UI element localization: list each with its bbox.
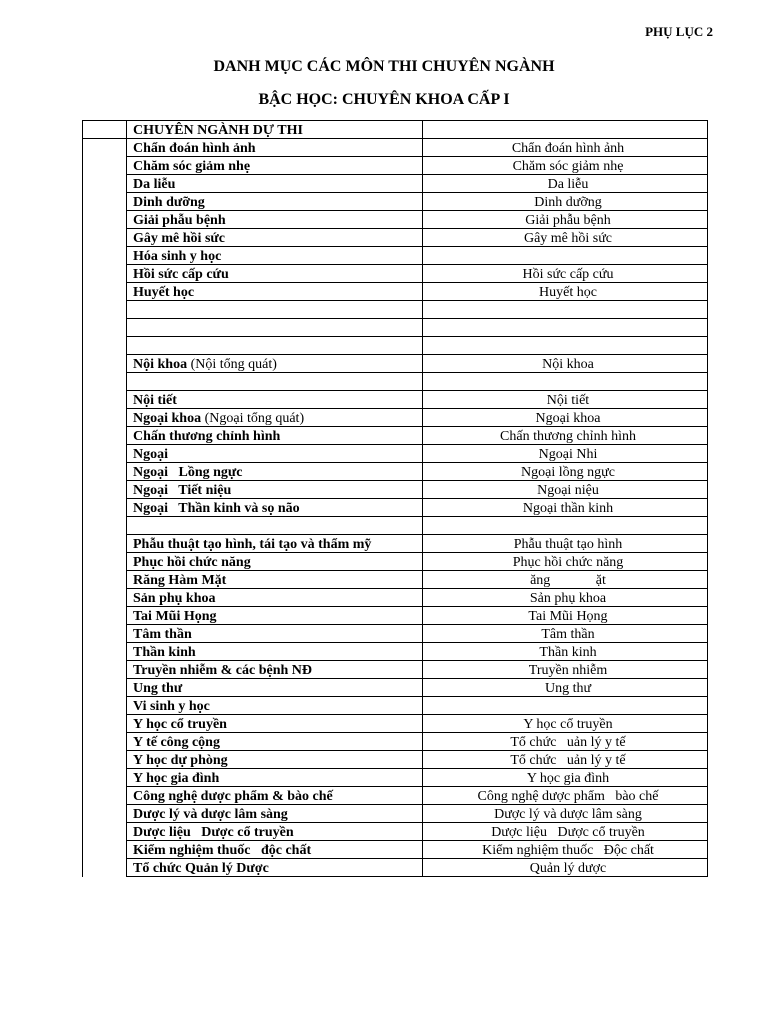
- index-cell: [83, 571, 127, 589]
- table-row: [83, 463, 708, 481]
- index-cell: [83, 607, 127, 625]
- table-row: [83, 265, 708, 283]
- specialty-cell: [127, 373, 423, 391]
- specialty-cell: [127, 193, 423, 211]
- specialty-cell: [127, 355, 423, 373]
- exam-subject-cell: Giải phẫu bệnh: [423, 211, 708, 229]
- specialty-name: Răng Hàm Mặt: [133, 573, 227, 588]
- table-row: [83, 175, 708, 193]
- specialty-name: Tai Mũi Họng: [133, 609, 217, 624]
- specialty-cell: [127, 517, 423, 535]
- table-row: [83, 643, 708, 661]
- index-cell: [83, 499, 127, 517]
- exam-subject-cell: Tâm thần: [423, 625, 708, 643]
- specialty-cell: [127, 229, 423, 247]
- table-row: [83, 805, 708, 823]
- specialty-cell: [127, 643, 423, 661]
- index-cell: [83, 319, 127, 337]
- index-cell: [83, 337, 127, 355]
- exam-subject-cell: Ngoại Nhi: [423, 445, 708, 463]
- specialty-name: Tâm thần: [133, 627, 192, 642]
- specialty-name: Ung thư: [133, 681, 183, 696]
- specialty-name: Dinh dưỡng: [133, 195, 205, 210]
- header-exam: [423, 121, 708, 139]
- table-row: [83, 589, 708, 607]
- specialty-cell: [127, 625, 423, 643]
- specialty-name: Ngoại Thần kinh và sọ não: [133, 501, 300, 516]
- specialty-cell: [127, 751, 423, 769]
- index-cell: [83, 175, 127, 193]
- specialty-name: Truyền nhiễm & các bệnh NĐ: [133, 663, 313, 678]
- exam-subject-cell: Chẩn đoán hình ảnh: [423, 139, 708, 157]
- index-cell: [83, 157, 127, 175]
- exam-subject-cell: [423, 697, 708, 715]
- specialty-cell: [127, 859, 423, 877]
- specialty-name: Gây mê hồi sức: [133, 231, 226, 246]
- table-row: [83, 337, 708, 355]
- exam-subject-cell: Công nghệ dược phẩm bào chế: [423, 787, 708, 805]
- index-cell: [83, 463, 127, 481]
- specialty-cell: [127, 553, 423, 571]
- table-row: [83, 823, 708, 841]
- specialty-name: Tổ chức Quản lý Dược: [133, 861, 269, 876]
- index-cell: [83, 373, 127, 391]
- index-cell: [83, 409, 127, 427]
- index-cell: [83, 247, 127, 265]
- specialty-table: [82, 120, 708, 877]
- exam-subject-cell: Quản lý dược: [423, 859, 708, 877]
- index-cell: [83, 355, 127, 373]
- table-row: [83, 715, 708, 733]
- exam-subject-cell: Chăm sóc giảm nhẹ: [423, 157, 708, 175]
- specialty-cell: [127, 301, 423, 319]
- table-row: [83, 733, 708, 751]
- index-cell: [83, 445, 127, 463]
- specialty-name: Chấn thương chỉnh hình: [133, 429, 281, 444]
- specialty-cell: [127, 337, 423, 355]
- specialty-note: (Ngoại tổng quát): [201, 411, 305, 426]
- specialty-cell: [127, 139, 423, 157]
- specialty-name: Ngoại: [133, 447, 168, 462]
- table-row: [83, 625, 708, 643]
- index-cell: [83, 787, 127, 805]
- specialty-name: Y học gia đình: [133, 771, 220, 786]
- specialty-cell: [127, 841, 423, 859]
- exam-subject-cell: Gây mê hồi sức: [423, 229, 708, 247]
- table-row: [83, 481, 708, 499]
- exam-subject-cell: [423, 517, 708, 535]
- specialty-name: Y học cổ truyền: [133, 717, 227, 732]
- specialty-cell: [127, 823, 423, 841]
- specialty-cell: [127, 247, 423, 265]
- table-row: [83, 571, 708, 589]
- header-specialty: CHUYÊN NGÀNH DỰ THI: [127, 121, 423, 139]
- table-row: [83, 247, 708, 265]
- index-cell: [83, 841, 127, 859]
- table-row: [83, 661, 708, 679]
- index-cell: [83, 211, 127, 229]
- specialty-cell: [127, 409, 423, 427]
- exam-subject-cell: Ngoại lồng ngực: [423, 463, 708, 481]
- index-cell: [83, 643, 127, 661]
- exam-subject-cell: Nội tiết: [423, 391, 708, 409]
- index-cell: [83, 283, 127, 301]
- specialty-name: Dược lý và dược lâm sàng: [133, 807, 288, 822]
- exam-subject-cell: Tai Mũi Họng: [423, 607, 708, 625]
- specialty-cell: [127, 481, 423, 499]
- specialty-cell: [127, 805, 423, 823]
- exam-subject-cell: Ung thư: [423, 679, 708, 697]
- exam-subject-cell: Kiểm nghiệm thuốc Độc chất: [423, 841, 708, 859]
- exam-subject-cell: Phục hồi chức năng: [423, 553, 708, 571]
- specialty-name: Da liễu: [133, 177, 176, 192]
- table-row: [83, 373, 708, 391]
- index-cell: [83, 715, 127, 733]
- index-cell: [83, 193, 127, 211]
- index-cell: [83, 733, 127, 751]
- table-row: [83, 409, 708, 427]
- specialty-name: Nội tiết: [133, 393, 177, 408]
- index-cell: [83, 625, 127, 643]
- index-cell: [83, 229, 127, 247]
- specialty-cell: [127, 175, 423, 193]
- specialty-name: Vi sinh y học: [133, 699, 210, 714]
- exam-subject-cell: ăng ặt: [423, 571, 708, 589]
- specialty-name: Phẫu thuật tạo hình, tái tạo và thẩm mỹ: [133, 537, 372, 552]
- exam-subject-cell: [423, 373, 708, 391]
- table-row: [83, 787, 708, 805]
- specialty-name: Hóa sinh y học: [133, 249, 222, 264]
- index-cell: [83, 751, 127, 769]
- exam-subject-cell: Phẫu thuật tạo hình: [423, 535, 708, 553]
- specialty-name: Chăm sóc giảm nhẹ: [133, 159, 251, 174]
- specialty-cell: [127, 679, 423, 697]
- table-row: [83, 607, 708, 625]
- specialty-name: Y học dự phòng: [133, 753, 228, 768]
- specialty-cell: [127, 157, 423, 175]
- exam-subject-cell: Hồi sức cấp cứu: [423, 265, 708, 283]
- table-row: [83, 319, 708, 337]
- table-row: [83, 211, 708, 229]
- specialty-cell: [127, 733, 423, 751]
- table-row: [83, 499, 708, 517]
- table-row: [83, 517, 708, 535]
- table-row: [83, 139, 708, 157]
- table-row: [83, 697, 708, 715]
- appendix-label: PHỤ LỤC 2: [645, 24, 713, 39]
- exam-subject-cell: Sản phụ khoa: [423, 589, 708, 607]
- specialty-cell: [127, 571, 423, 589]
- specialty-cell: [127, 661, 423, 679]
- table-row: [83, 193, 708, 211]
- index-cell: [83, 391, 127, 409]
- specialty-cell: [127, 427, 423, 445]
- index-cell: [83, 697, 127, 715]
- specialty-cell: [127, 391, 423, 409]
- index-cell: [83, 139, 127, 157]
- exam-subject-cell: Nội khoa: [423, 355, 708, 373]
- index-cell: [83, 805, 127, 823]
- exam-subject-cell: [423, 247, 708, 265]
- specialty-name: Phục hồi chức năng: [133, 555, 251, 570]
- exam-subject-cell: Dược lý và dược lâm sàng: [423, 805, 708, 823]
- exam-subject-cell: Huyết học: [423, 283, 708, 301]
- exam-subject-cell: Dược liệu Dược cổ truyền: [423, 823, 708, 841]
- table-row: [83, 751, 708, 769]
- specialty-cell: [127, 607, 423, 625]
- table-row: [83, 391, 708, 409]
- specialty-name: Ngoại khoa: [133, 411, 202, 426]
- document-subtitle: BẬC HỌC: CHUYÊN KHOA CẤP I: [258, 91, 510, 108]
- exam-subject-cell: Da liễu: [423, 175, 708, 193]
- exam-subject-cell: Ngoại niệu: [423, 481, 708, 499]
- table-row: [83, 535, 708, 553]
- table-row: [83, 553, 708, 571]
- specialty-cell: [127, 769, 423, 787]
- specialty-name: Ngoại Lồng ngực: [133, 465, 243, 480]
- exam-subject-cell: [423, 301, 708, 319]
- table-row: [83, 859, 708, 877]
- specialty-name: Hồi sức cấp cứu: [133, 267, 229, 282]
- specialty-cell: [127, 787, 423, 805]
- table-row: [83, 679, 708, 697]
- exam-subject-cell: Y học cổ truyền: [423, 715, 708, 733]
- exam-subject-cell: [423, 337, 708, 355]
- table-header-row: [83, 121, 708, 139]
- specialty-name: Y tế công cộng: [133, 735, 220, 750]
- index-cell: [83, 481, 127, 499]
- index-cell: [83, 769, 127, 787]
- specialty-cell: [127, 211, 423, 229]
- document-title: DANH MỤC CÁC MÔN THI CHUYÊN NGÀNH: [213, 58, 555, 75]
- index-cell: [83, 589, 127, 607]
- specialty-name: Kiểm nghiệm thuốc độc chất: [133, 843, 312, 858]
- exam-subject-cell: Thần kinh: [423, 643, 708, 661]
- specialty-cell: [127, 283, 423, 301]
- specialty-cell: [127, 715, 423, 733]
- table-row: [83, 841, 708, 859]
- exam-subject-cell: Dinh dưỡng: [423, 193, 708, 211]
- specialty-note: (Nội tổng quát): [187, 357, 277, 372]
- index-cell: [83, 427, 127, 445]
- specialty-name: Chẩn đoán hình ảnh: [133, 141, 256, 156]
- index-cell: [83, 535, 127, 553]
- exam-subject-cell: Tổ chức uản lý y tế: [423, 733, 708, 751]
- specialty-cell: [127, 445, 423, 463]
- index-cell: [83, 517, 127, 535]
- index-cell: [83, 301, 127, 319]
- specialty-cell: [127, 499, 423, 517]
- table-row: [83, 427, 708, 445]
- exam-subject-cell: [423, 319, 708, 337]
- specialty-name: Thần kinh: [133, 645, 196, 660]
- exam-subject-cell: Tổ chức uản lý y tế: [423, 751, 708, 769]
- specialty-cell: [127, 265, 423, 283]
- table-row: [83, 283, 708, 301]
- specialty-cell: [127, 463, 423, 481]
- index-cell: [83, 661, 127, 679]
- exam-subject-cell: Y học gia đình: [423, 769, 708, 787]
- index-cell: [83, 823, 127, 841]
- specialty-name: Nội khoa: [133, 357, 188, 372]
- table-row: [83, 355, 708, 373]
- table-row: [83, 229, 708, 247]
- index-cell: [83, 553, 127, 571]
- exam-subject-cell: Ngoại khoa: [423, 409, 708, 427]
- exam-subject-cell: Truyền nhiễm: [423, 661, 708, 679]
- specialty-cell: [127, 697, 423, 715]
- specialty-cell: [127, 319, 423, 337]
- specialty-cell: [127, 589, 423, 607]
- specialty-name: Giải phẫu bệnh: [133, 213, 226, 228]
- specialty-name: Công nghệ dược phẩm & bào chế: [133, 789, 333, 804]
- index-cell: [83, 265, 127, 283]
- table-row: [83, 445, 708, 463]
- index-cell: [83, 679, 127, 697]
- index-cell: [83, 859, 127, 877]
- specialty-name: Ngoại Tiết niệu: [133, 483, 232, 498]
- specialty-cell: [127, 535, 423, 553]
- table-row: [83, 769, 708, 787]
- index-cell: [83, 121, 127, 139]
- exam-subject-cell: Chấn thương chỉnh hình: [423, 427, 708, 445]
- table-row: [83, 301, 708, 319]
- specialty-name: Dược liệu Dược cổ truyền: [133, 825, 294, 840]
- specialty-name: Sản phụ khoa: [133, 591, 216, 606]
- exam-subject-cell: Ngoại thần kinh: [423, 499, 708, 517]
- table-row: [83, 157, 708, 175]
- specialty-name: Huyết học: [133, 285, 195, 300]
